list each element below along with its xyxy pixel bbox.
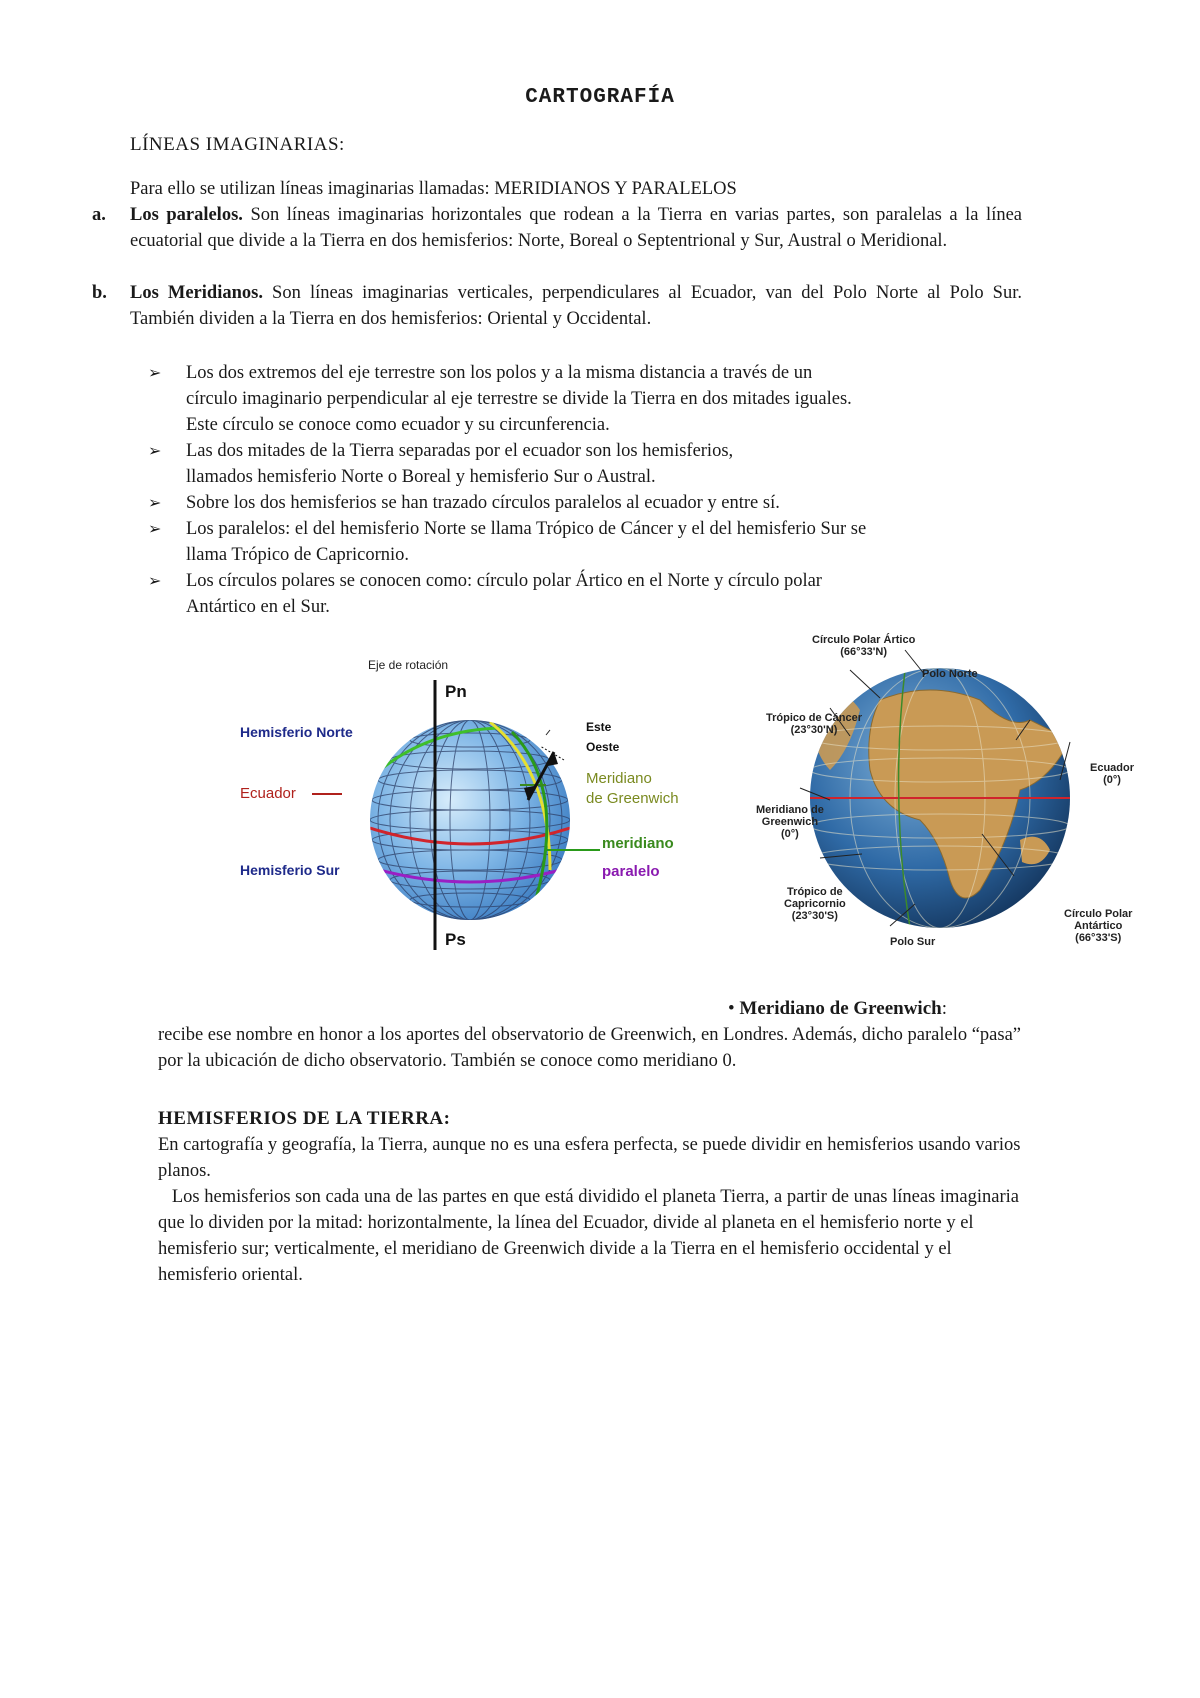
globe-diagram-left [240, 650, 720, 980]
bullet-line: Sobre los dos hemisferios se han trazado círculos paralelos al ecuador y entre sí. [186, 493, 780, 513]
arrow-bullet-icon: ➢ [148, 363, 162, 382]
label-este: Este [586, 720, 612, 734]
hemisferios-paragraph-2: Los hemisferios son cada una de las partes en que está dividido el planeta Tierra, a partir de unas líneas imaginaria que lo dividen por la mitad: horizontalmente, la línea del Ecuador, divide al planeta en el hemisferio norte y el hemisferio sur; verticalmente, el meridiano de Greenwich divide a la Tierra en el hemisferio occidental y el hemisferio oriental. [158, 1187, 1024, 1285]
bullet-line: llamados hemisferio Norte o Boreal y hemisferio Sur o Austral. [186, 467, 656, 487]
bullet-line: círculo imaginario perpendicular al eje terrestre se divide la Tierra en dos mitades iguales. [186, 389, 852, 409]
list-item-meridianos [92, 280, 1022, 332]
list-item-paralelos [92, 202, 1023, 254]
list-marker: a. [92, 205, 106, 225]
label-meridiano-greenwich-1: Meridiano [586, 770, 652, 787]
list-text: Son líneas imaginarias verticales, perpendiculares al Ecuador, van del Polo Norte al Polo Sur. También dividen a la Tierra en dos hemisferios: Oriental y Occidental. [130, 283, 1022, 329]
label-ecuador: Ecuador [240, 785, 296, 802]
bullet-line: Los paralelos: el del hemisferio Norte se llama Trópico de Cáncer y el del hemisferio Sur se [186, 519, 867, 539]
label-hemisferio-norte: Hemisferio Norte [240, 724, 353, 740]
label-paralelo: paralelo [602, 863, 660, 880]
label-hemisferio-sur: Hemisferio Sur [240, 862, 340, 878]
list-marker: b. [92, 283, 107, 303]
globe-diagram-right [756, 634, 1150, 960]
page-title: CARTOGRAFÍA [525, 86, 675, 109]
arrow-bullet-icon: ➢ [148, 571, 162, 590]
label-polo-sur: Polo Sur [890, 936, 936, 948]
label-pn: Pn [445, 682, 467, 701]
greenwich-paragraph: recibe ese nombre en honor a los aportes del observatorio de Greenwich, en Londres. Además, dicho paralelo “pasa” por la ubicación de dicho observatorio. También se conoce como meridiano 0. [158, 1025, 1022, 1071]
label-circulo-artico: Círculo Polar Ártico (66°33'N) [812, 634, 916, 658]
globe-sphere [370, 720, 570, 920]
list-term: Los Meridianos. [130, 283, 263, 303]
arrow-bullet-icon: ➢ [148, 493, 162, 512]
label-eje: Eje de rotación [368, 658, 449, 672]
greenwich-term: Meridiano de Greenwich [739, 998, 942, 1019]
bullet-line: llama Trópico de Capricornio. [186, 545, 409, 565]
label-circulo-antartico: Círculo Polar Antártico (66°33'S) [1064, 908, 1133, 944]
bullet-item [148, 516, 1016, 568]
label-tropico-cancer: Trópico de Cáncer (23°30'N) [766, 712, 862, 736]
bullet-item [148, 490, 1016, 516]
arrow-bullet-icon: ➢ [148, 441, 162, 460]
bullet-line: Las dos mitades de la Tierra separadas por el ecuador son los hemisferios, [186, 441, 734, 461]
arrow-bullet-icon: ➢ [148, 519, 162, 538]
label-meridiano-greenwich-2: de Greenwich [586, 790, 679, 807]
greenwich-heading: • Meridiano de Greenwich: [728, 998, 947, 1019]
bullet-dot-icon: • [728, 998, 735, 1019]
globe-grid-illustration [250, 650, 720, 980]
label-ps: Ps [445, 930, 466, 949]
label-meridiano-greenwich: Meridiano de Greenwich (0°) [756, 804, 824, 840]
section-heading: LÍNEAS IMAGINARIAS: [130, 134, 345, 155]
list-term: Los paralelos. [130, 205, 243, 225]
bullet-line: Los dos extremos del eje terrestre son los polos y a la misma distancia a través de un [186, 363, 813, 383]
bullet-line: Los círculos polares se conocen como: círculo polar Ártico en el Norte y círculo polar [186, 571, 822, 591]
label-ecuador: Ecuador (0°) [1090, 762, 1135, 786]
label-meridiano: meridiano [602, 835, 674, 852]
label-tropico-capricornio: Trópico de Capricornio (23°30'S) [784, 886, 846, 922]
bullet-item [148, 360, 1016, 438]
hemisferios-text [158, 1132, 1028, 1288]
list-text: Son líneas imaginarias horizontales que rodean a la Tierra en varias partes, son paralelas a la línea ecuatorial que divide a la Tierra en dos hemisferios: Norte, Boreal o Septentrional y Sur, Austral o Meridional. [130, 205, 1023, 251]
bullet-line: Este círculo se conoce como ecuador y su circunferencia. [186, 415, 610, 435]
bullet-item [148, 568, 1016, 620]
bullet-item [148, 438, 1016, 490]
label-polo-norte: Polo Norte [922, 668, 978, 680]
hemisferios-heading: HEMISFERIOS DE LA TIERRA: [158, 1108, 451, 1129]
label-oeste: Oeste [586, 740, 620, 754]
hemisferios-paragraph-1: En cartografía y geografía, la Tierra, aunque no es una esfera perfecta, se puede dividir en hemisferios usando varios planos. [158, 1135, 1021, 1181]
bullet-line: Antártico en el Sur. [186, 597, 330, 617]
intro-paragraph: Para ello se utilizan líneas imaginarias llamadas: MERIDIANOS Y PARALELOS [130, 179, 737, 199]
